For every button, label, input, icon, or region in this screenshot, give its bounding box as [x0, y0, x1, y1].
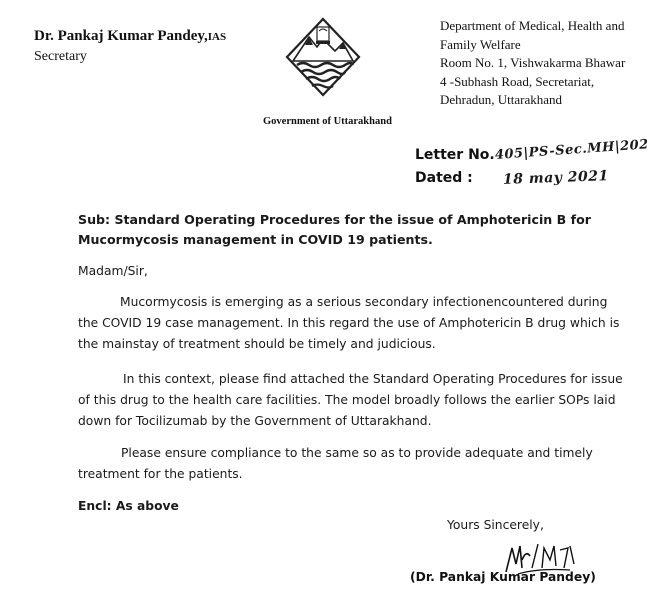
address-line: Department of Medical, Health and — [440, 18, 625, 33]
emblem-caption: Government of Uttarakhand — [263, 116, 392, 127]
address-line: Room No. 1, Vishwakarma Bhawar — [440, 55, 626, 71]
salutation: Madam/Sir, — [78, 264, 148, 278]
subject-line: Sub: Standard Operating Procedures for the issue of Amphotericin B for Mucormycosis management in COVID 19 patients. — [78, 212, 591, 247]
address-line: Dehradun, Uttarakhand — [440, 92, 563, 108]
sender-title: Secretary — [34, 49, 87, 64]
body-paragraph: Mucormycosis is emerging as a serious secondary infectionencountered during the COVID 19 case management. In this regard the use of Amphotericin B drug which is the mainstay of treatment should be timely and judicious. — [78, 295, 620, 351]
sender-suffix: IAS — [207, 31, 227, 43]
address-line: 4 -Subhash Road, Secretariat, — [440, 73, 595, 89]
closing: Yours Sincerely, — [447, 518, 544, 532]
letter-number-row — [415, 137, 649, 163]
department-address — [440, 17, 625, 110]
letter-date-row — [415, 170, 608, 186]
sender-name — [34, 28, 226, 45]
letter-date-value: 18 may 2021 — [502, 168, 609, 188]
signatory-name: (Dr. Pankaj Kumar Pandey) — [410, 570, 596, 584]
body-paragraph: Please ensure compliance to the same so as to provide adequate and timely treatment for the patients. — [78, 446, 593, 481]
address-line: Family Welfare — [440, 36, 521, 52]
letter-number-label: Letter No. — [415, 147, 495, 163]
letter-number-value: 405|PS-Sec.MH|202 — [494, 137, 649, 163]
enclosure-note: Encl: As above — [78, 499, 179, 513]
letter-date-label: Dated : — [415, 170, 473, 186]
sender-name-text: Dr. Pankaj Kumar Pandey, — [34, 28, 208, 44]
uttarakhand-emblem-icon — [283, 15, 363, 115]
body-paragraph: In this context, please find attached the Standard Operating Procedures for issue of this drug to the health care facilities. The model broadly follows the earlier SOPs laid down for Tocilizumab by the Government of Uttarakhand. — [78, 372, 623, 428]
